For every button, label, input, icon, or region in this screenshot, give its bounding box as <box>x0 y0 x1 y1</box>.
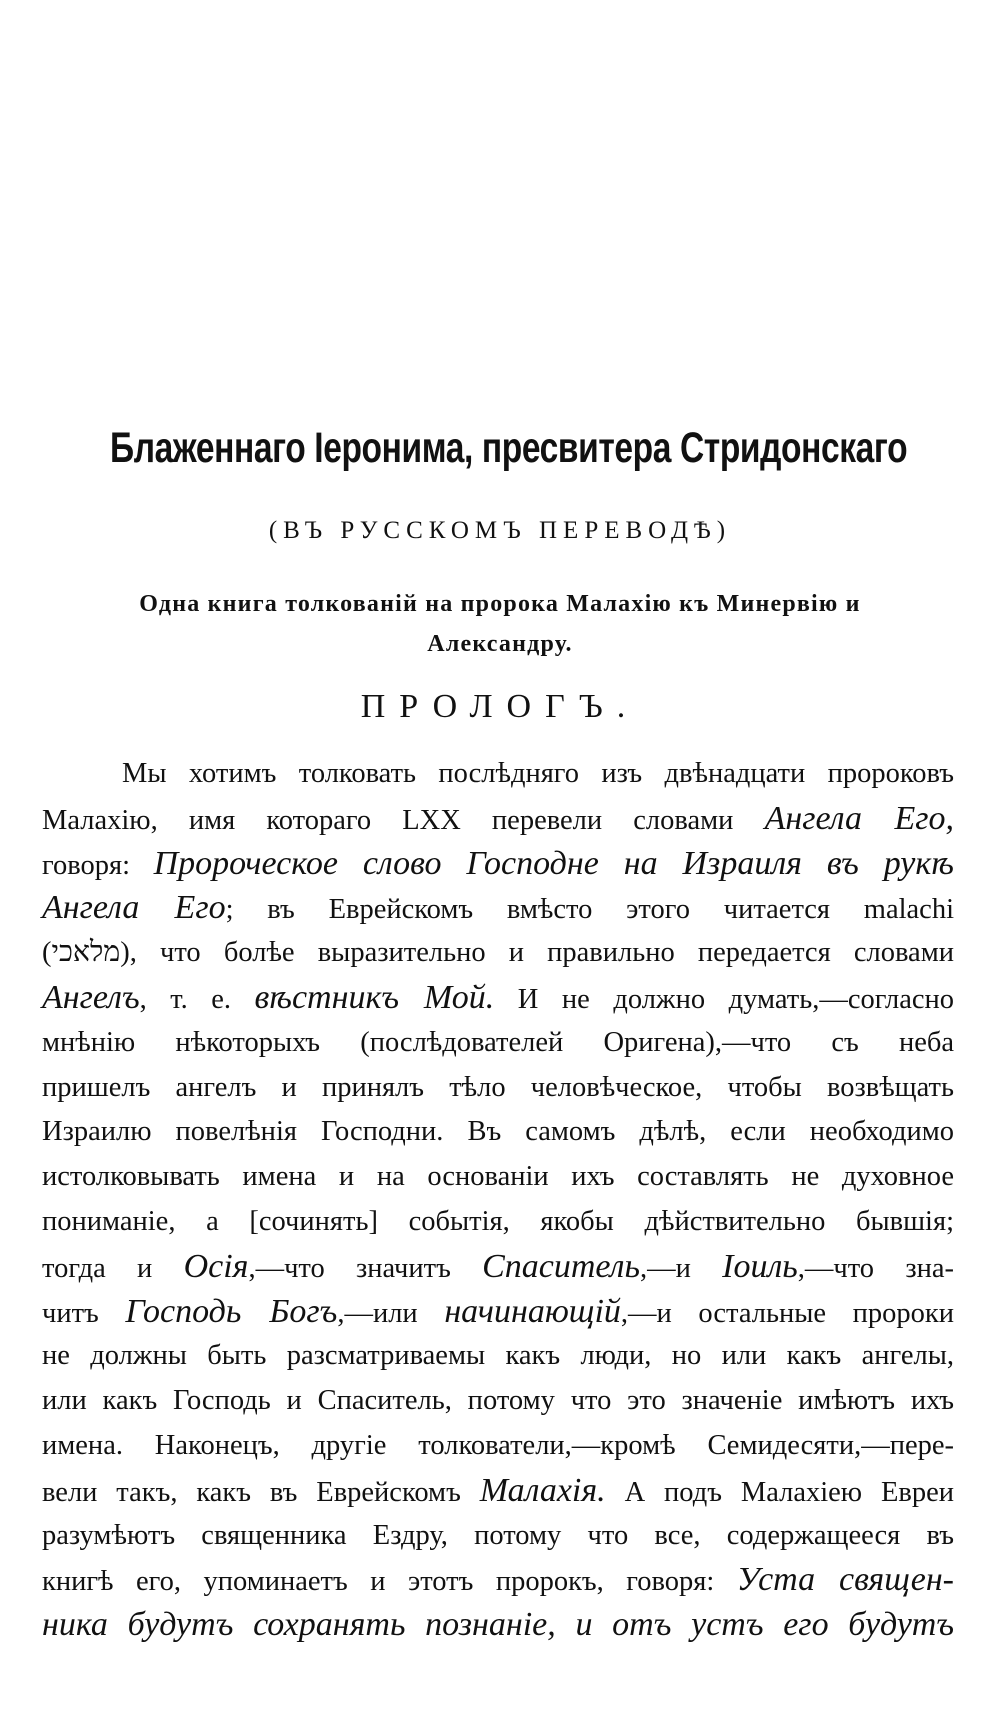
italic-phrase: Ангелъ <box>42 978 140 1016</box>
body-text <box>42 752 954 1648</box>
translation-note: (ВЪ РУССКОМЪ ПЕРЕВОДѢ) <box>268 517 732 544</box>
text-line: не должны быть разсматриваемы какъ люди, но или какъ ангелы, <box>42 1340 954 1372</box>
text-line: Израилю повелѣнія Господни. Въ самомъ дѣлѣ, если необходимо <box>42 1116 954 1148</box>
text-line: пониманіе, а [сочинять] событія, якобы дѣйствительно бывшія; <box>42 1205 954 1237</box>
text-line: Ангела Его; въ Еврейскомъ вмѣсто этого читается malachi <box>42 889 954 927</box>
text-line: имена. Наконецъ, другіе толкователи,—кромѣ Семидесяти,—пере- <box>42 1429 954 1461</box>
book-title: Одна книга толкованій на пророка Малахію къ Минервію и Александру. <box>139 591 861 657</box>
italic-phrase: начинающій <box>444 1292 621 1330</box>
text-line: Малахію, имя котораго LXX перевели словами Ангела Его, <box>42 799 954 837</box>
italic-phrase: Іоиль <box>722 1247 798 1285</box>
italic-phrase: вѣстникъ Мой. <box>254 978 495 1016</box>
italic-phrase: Осія <box>183 1247 249 1285</box>
text-line: вели такъ, какъ въ Еврейскомъ Малахія. А подъ Малахіею Евреи <box>42 1471 954 1509</box>
text-line: Мы хотимъ толковать послѣдняго изъ двѣнадцати пророковъ <box>122 758 954 789</box>
text-line: говоря: Пророческое слово Господне на Израиля въ рукѣ <box>42 844 954 882</box>
italic-phrase: Малахія. <box>479 1471 606 1509</box>
italic-phrase: Ангела Его <box>42 889 226 927</box>
italic-phrase: Господь Богъ <box>125 1292 338 1330</box>
text-line: читъ Господь Богъ,—или начинающій,—и остальные пророки <box>42 1292 954 1330</box>
text-line <box>42 1603 954 1648</box>
italic-phrase: Уста священ- <box>736 1561 955 1599</box>
italic-phrase: Ангела Его, <box>764 799 954 837</box>
text-line: тогда и Осія,—что значитъ Спаситель,—и Іоиль,—что зна- <box>42 1247 954 1285</box>
text-line: истолковывать имена и на основаніи ихъ составлять не духовное <box>42 1161 954 1193</box>
text-line: (מלאכי), что болѣе выразительно и правильно передается словами <box>42 937 954 969</box>
text-line: или какъ Господь и Спаситель, потому что это значеніе имѣютъ ихъ <box>42 1385 954 1417</box>
italic-phrase: ника будутъ сохранять познаніе, и отъ устъ его будутъ <box>42 1606 954 1644</box>
text-line: разумѣютъ священника Ездру, потому что все, содержащееся въ <box>42 1519 954 1551</box>
text-line: книгѣ его, упоминаетъ и этотъ пророкъ, говоря: Уста священ- <box>42 1561 955 1599</box>
italic-phrase: Спаситель <box>482 1247 640 1285</box>
page-title: Блаженнаго Іеронима, пресвитера Стридонскаго <box>110 424 908 472</box>
text-line: пришелъ ангелъ и принялъ тѣло человѣческое, чтобы возвѣщать <box>42 1071 954 1103</box>
text-line: Ангелъ, т. е. вѣстникъ Мой. И не должно думать,—согласно <box>42 978 955 1016</box>
italic-phrase: Пророческое слово Господне на Израиля въ рукѣ <box>153 844 954 882</box>
section-heading: ПРОЛОГЪ. <box>360 688 640 725</box>
text-line: мнѣнію нѣкоторыхъ (послѣдователей Оригена),—что съ неба <box>42 1026 954 1058</box>
